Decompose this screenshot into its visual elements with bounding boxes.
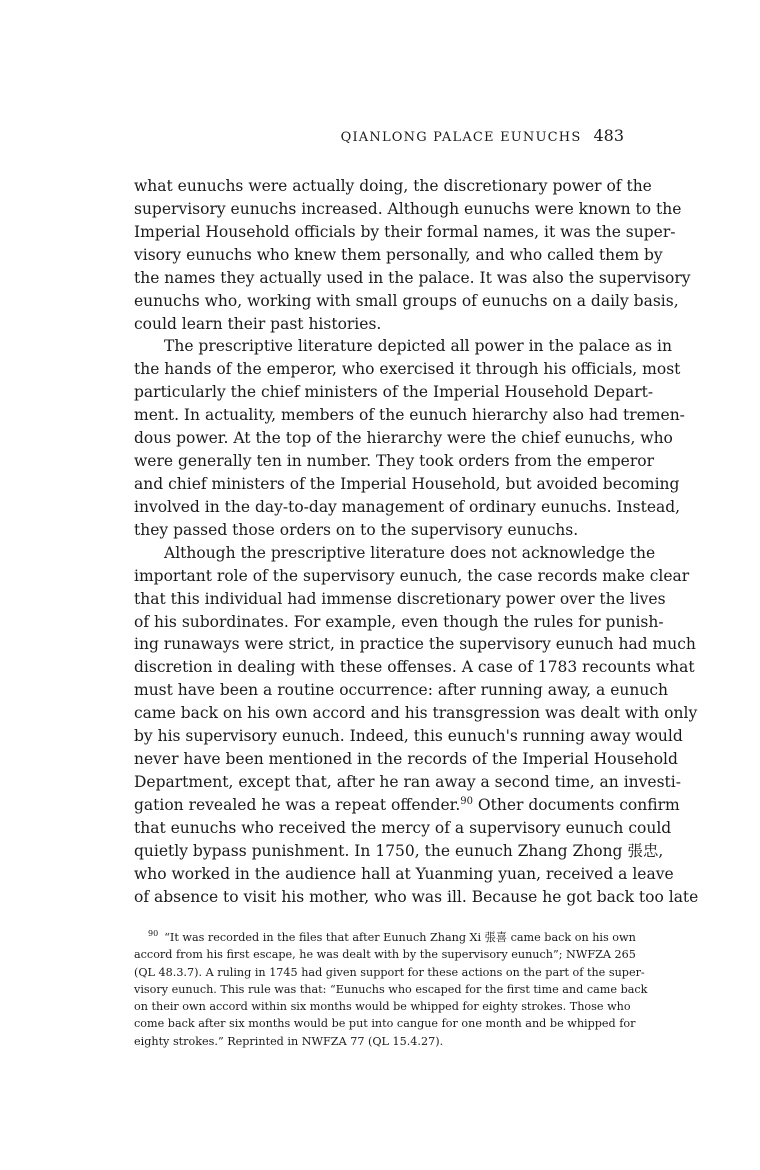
body-line: particularly the chief ministers of the Imperial Household Depart-: [134, 383, 654, 402]
body-line: the hands of the emperor, who exercised it through his officials, most: [134, 360, 681, 379]
body-line: important role of the supervisory eunuch, the case records make clear: [134, 566, 690, 585]
footnote-line: come back after six months would be put into cangue for one month and be whipped for: [134, 1017, 636, 1031]
body-line: involved in the day-to-day management of ordinary eunuchs. Instead,: [134, 497, 681, 516]
footnote-line: eighty strokes.” Reprinted in NWFZA 77 (QL 15.4.27).: [134, 1034, 444, 1048]
body-line-text: gation revealed he was a repeat offender.: [134, 795, 461, 814]
running-head-title: QIANLONG PALACE EUNUCHS: [340, 130, 582, 145]
body-line: that eunuchs who received the mercy of a supervisory eunuch could: [134, 818, 672, 837]
body-line: never have been mentioned in the records of the Imperial Household: [134, 750, 678, 769]
body-line: by his supervisory eunuch. Indeed, this eunuch's running away would: [134, 727, 683, 746]
body-line: must have been a routine occurrence: after running away, a eunuch: [134, 681, 668, 700]
body-line-text: Other documents confirm: [473, 795, 680, 814]
body-line: Department, except that, after he ran away a second time, an investi-: [134, 772, 681, 791]
footnote-line: visory eunuch. This rule was that: “Eunuchs who escaped for the first time and came back: [134, 982, 648, 996]
body-line: quietly bypass punishment. In 1750, the eunuch Zhang Zhong 張忠,: [134, 841, 664, 860]
footnote-number: 90: [148, 929, 159, 939]
body-line: [134, 794, 680, 817]
body-line: eunuchs who, working with small groups of eunuchs on a daily basis,: [134, 291, 679, 310]
footnote-line: (QL 48.3.7). A ruling in 1745 had given support for these actions on the part of the super-: [134, 965, 645, 979]
footnotes: [134, 929, 648, 1050]
body-line: Although the prescriptive literature does not acknowledge the: [164, 543, 656, 562]
body-line: the names they actually used in the palace. It was also the supervisory: [134, 268, 691, 287]
body-line: dous power. At the top of the hierarchy were the chief eunuchs, who: [134, 429, 673, 448]
body-line: that this individual had immense discretionary power over the lives: [134, 589, 666, 608]
footnote-line: on their own accord within six months would be whipped for eighty strokes. Those who: [134, 1000, 631, 1013]
body-text: [134, 175, 699, 909]
body-line: were generally ten in number. They took orders from the emperor: [134, 452, 654, 471]
body-line: what eunuchs were actually doing, the discretionary power of the: [134, 177, 652, 195]
body-line: Imperial Household officials by their formal names, it was the super-: [134, 222, 676, 241]
body-line: ing runaways were strict, in practice the supervisory eunuch had much: [134, 635, 696, 654]
footnote-reference[interactable]: 90: [460, 795, 473, 807]
body-line: visory eunuchs who knew them personally, and who called them by: [134, 245, 663, 264]
body-line: came back on his own accord and his transgression was dealt with only: [134, 704, 698, 723]
body-line: and chief ministers of the Imperial Household, but avoided becoming: [134, 474, 680, 493]
footnote-line: [134, 929, 636, 946]
page-number: 483: [593, 126, 624, 145]
body-line: could learn their past histories.: [134, 314, 382, 333]
footnote-text: “It was recorded in the files that after Eunuch Zhang Xi 張喜 came back on his own: [164, 931, 636, 944]
body-line: The prescriptive literature depicted all power in the palace as in: [164, 337, 672, 356]
running-head: [134, 126, 624, 148]
body-line: of his subordinates. For example, even though the rules for punish-: [134, 612, 664, 631]
body-line: who worked in the audience hall at Yuanming yuan, received a leave: [134, 864, 674, 883]
body-line: ment. In actuality, members of the eunuch hierarchy also had tremen-: [134, 406, 685, 425]
footnote-line: accord from his first escape, he was dealt with by the supervisory eunuch”; NWFZA 265: [134, 948, 636, 962]
body-line: discretion in dealing with these offenses. A case of 1783 recounts what: [134, 658, 695, 677]
body-line: they passed those orders on to the supervisory eunuchs.: [134, 520, 579, 539]
body-line: supervisory eunuchs increased. Although eunuchs were known to the: [134, 199, 682, 218]
body-line: of absence to visit his mother, who was ill. Because he got back too late: [134, 887, 699, 906]
